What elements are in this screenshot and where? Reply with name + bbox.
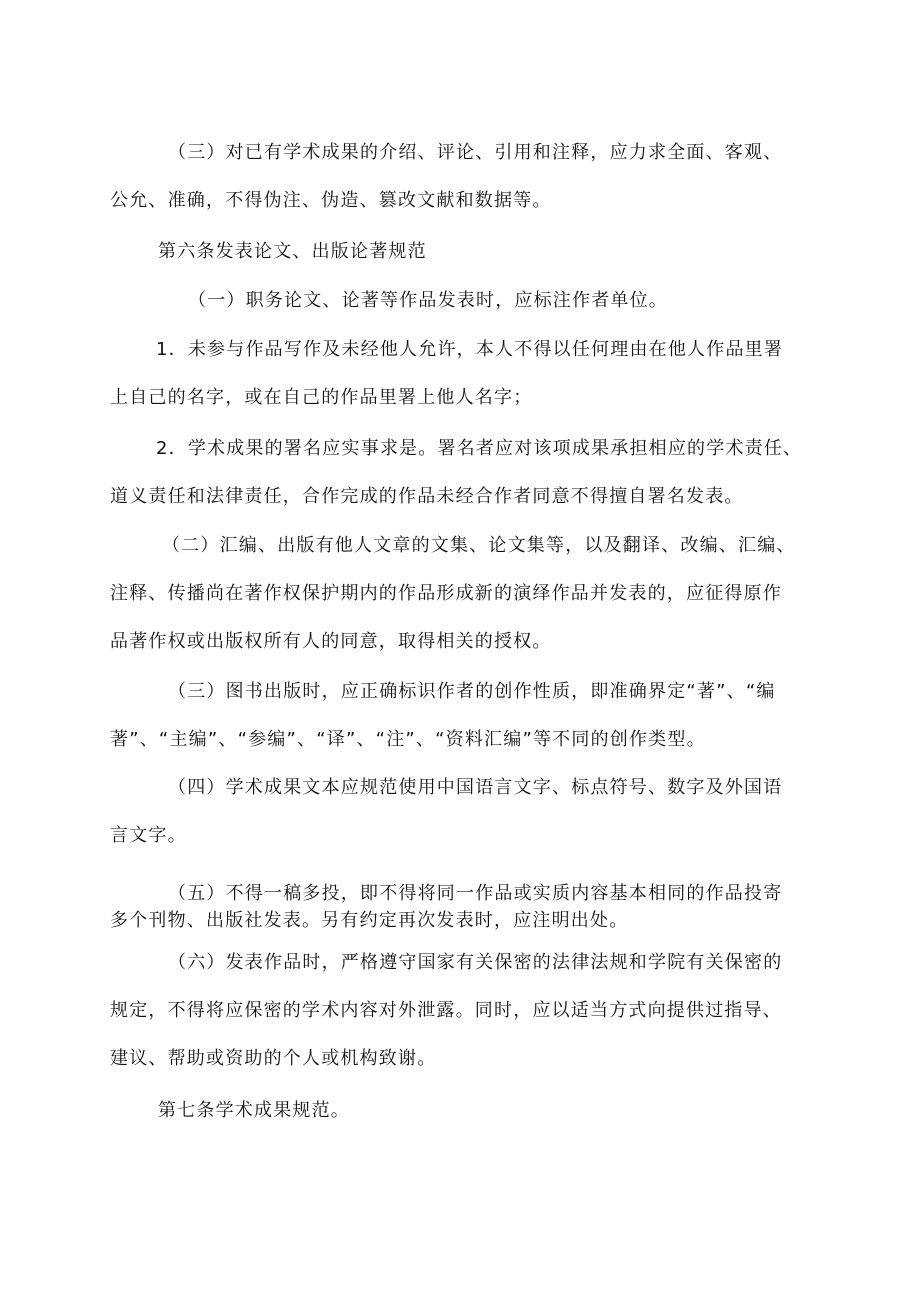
text-line: （二）汇编、出版有他人文章的文集、论文集等，以及翻译、改编、汇编、 [162,535,796,556]
text-line: （三）对已有学术成果的介绍、评论、引用和注释，应力求全面、客观、 [168,142,783,163]
text-line: 言文字。 [110,825,187,846]
text-line: （四）学术成果文本应规范使用中国语言文字、标点符号、数字及外国语 [168,777,783,798]
text-line: 规定，不得将应保密的学术内容对外泄露。同时，应以适当方式向提供过指导、 [110,1000,782,1021]
text-line: （一）职务论文、论著等作品发表时，应标注作者单位。 [188,290,668,311]
text-line: （五）不得一稿多投，即不得将同一作品或实质内容基本相同的作品投寄 [168,883,783,904]
text-line: 注释、传播尚在著作权保护期内的作品形成新的演绎作品并发表的，应征得原作 [110,583,782,604]
text-line: 2．学术成果的署名应实事求是。署名者应对该项成果承担相应的学术责任、 [156,438,803,459]
section-heading: 第六条发表论文、出版论著规范 [158,241,427,262]
text-line: 品著作权或出版权所有人的同意，取得相关的授权。 [110,631,552,652]
text-line: 上自己的名字，或在自己的作品里署上他人名字； [110,387,533,408]
text-line: 1．未参与作品写作及未经他人允许，本人不得以任何理由在他人作品里署 [156,339,784,360]
text-line: 多个刊物、出版社发表。另有约定再次发表时，应注明出处。 [110,910,629,931]
text-line: 著”、“主编”、“参编”、“译”、“注”、“资料汇编”等不同的创作类型。 [110,729,706,750]
text-line: 公允、准确，不得伪注、伪造、篡改文献和数据等。 [110,190,552,211]
text-line: （六）发表作品时，严格遵守国家有关保密的法律法规和学院有关保密的 [168,952,783,973]
text-line: 建议、帮助或资助的个人或机构致谢。 [110,1048,437,1069]
text-line: （三）图书出版时，应正确标识作者的创作性质，即准确界定“著”、“编 [168,681,776,702]
text-line: 道义责任和法律责任，合作完成的作品未经合作者同意不得擅自署名发表。 [110,486,744,507]
section-heading: 第七条学术成果规范。 [158,1100,350,1121]
